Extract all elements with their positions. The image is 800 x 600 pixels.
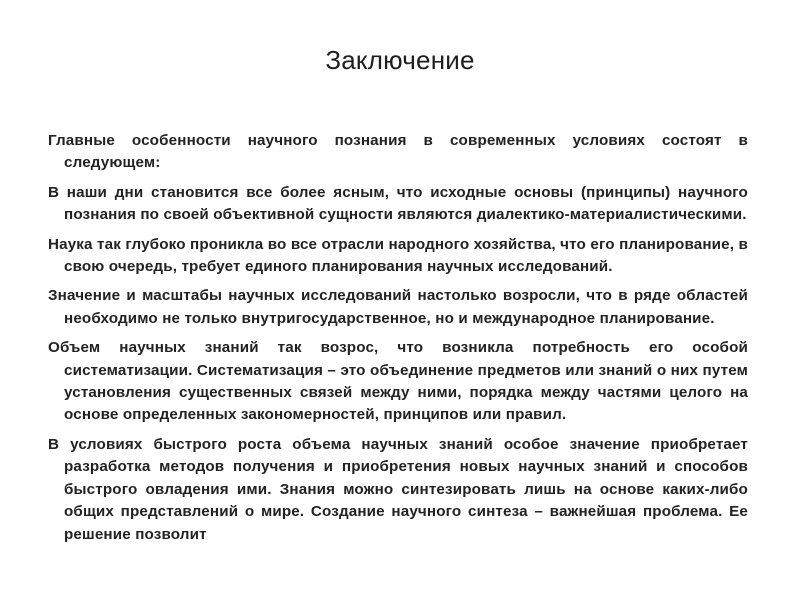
paragraph-systematization: Объем научных знаний так возрос, что возникла потребность его особой систематизации. Систематизация – это объединение предметов или знаний о них путем установления существенных связей между ними, порядка между частями целого на основе определенных закономерностей, принципов или правил.: [48, 339, 748, 424]
paragraph-international: Значение и масштабы научных исследований настолько возросли, что в ряде областей необходимо не только внутригосударственное, но и международное планирование.: [48, 287, 748, 327]
slide-content: [48, 130, 748, 553]
paragraph-planning: Наука так глубоко проникла во все отрасли народного хозяйства, что его планирование, в свою очередь, требует единого планирования научных исследований.: [48, 235, 748, 276]
slide-title: Заключение: [325, 45, 475, 76]
paragraph-synthesis: В условиях быстрого роста объема научных знаний особое значение приобретает разработка методов получения и приобретения новых научных знаний и способов быстрого овладения ими. Знания можно синтезировать лишь на основе каких-либо общих представлений о мире. Создание научного синтеза – важнейшая проблема. Ее решение позволит: [48, 435, 748, 543]
paragraph-intro: Главные особенности научного познания в современных условиях состоят в следующем:: [48, 132, 748, 172]
paragraph-principles: В наши дни становится все более ясным, что исходные основы (принципы) научного познания по своей объективной сущности являются диалектико-материалистическими.: [48, 183, 748, 224]
